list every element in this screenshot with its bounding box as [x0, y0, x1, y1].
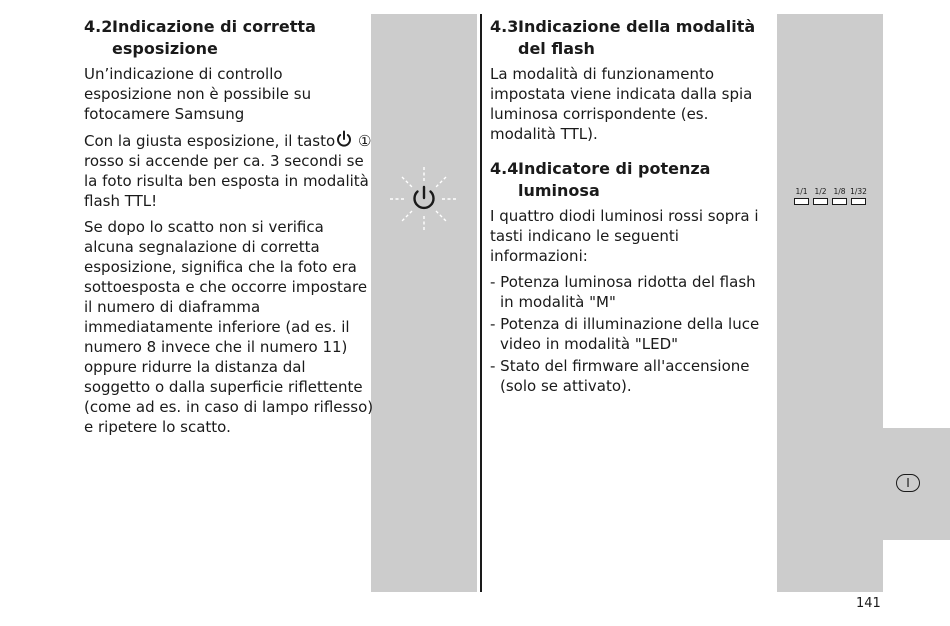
led-4	[851, 187, 866, 205]
list-item: - Potenza luminosa ridotta del flash in modalità "M"	[490, 273, 756, 311]
led-box	[794, 198, 809, 205]
led-box	[851, 198, 866, 205]
paragraph-correct-exposure	[84, 130, 374, 211]
reference-number: ①	[357, 132, 372, 150]
section-title: Indicatore di potenza luminosa	[518, 159, 711, 200]
led-3	[832, 187, 847, 205]
paragraph-no-signal: Se dopo lo scatto non si verifica alcuna segnalazione di corretta esposizione, significa che la foto era sottoesposta e che occorre impostare il numero di diaframma immediatamente inferiore (ad es. il numero 8 invece che il numero 11) oppure ridurre la distanza dal soggetto o dalla superficie riflettente (come ad es. in caso di lampo riflesso) e ripetere lo scatto.	[84, 218, 374, 436]
section-heading-4-2	[84, 16, 374, 60]
section-heading-4-3	[490, 16, 774, 60]
language-badge: I	[896, 474, 920, 492]
led-label: 1/32	[850, 187, 867, 196]
power-icon	[335, 130, 353, 148]
section-heading-4-4	[490, 158, 774, 202]
led-box	[832, 198, 847, 205]
paragraph-led-intro: I quattro diodi luminosi rossi sopra i tasti indicano le seguenti informazioni:	[490, 207, 759, 265]
led-label: 1/8	[833, 187, 846, 196]
led-label: 1/2	[814, 187, 827, 196]
column-divider	[480, 14, 482, 592]
section-number: 4.4	[490, 159, 519, 178]
paragraph-flash-mode: La modalità di funzionamento impostata viene indicata dalla spia luminosa corrispondente (es. modalità TTL).	[490, 65, 753, 143]
right-illustration-panel	[777, 14, 883, 592]
left-column	[84, 16, 374, 443]
led-label: 1/1	[795, 187, 808, 196]
paragraph-samsung: Un’indicazione di controllo esposizione non è possibile su fotocamere Samsung	[84, 65, 312, 123]
paragraph-text: Con la giusta esposizione, il tasto	[84, 132, 336, 150]
section-number: 4.3	[490, 17, 519, 36]
section-title: Indicazione di corretta esposizione	[112, 17, 316, 58]
page-number: 141	[856, 596, 881, 611]
led-1	[794, 187, 809, 205]
list-item: - Potenza di illuminazione della luce video in modalità "LED"	[490, 315, 760, 353]
list-item: - Stato del firmware all'accensione (solo se attivato).	[490, 357, 750, 395]
section-number: 4.2	[84, 17, 113, 36]
led-2	[813, 187, 828, 205]
paragraph-text: rosso si accende per ca. 3 secondi se la foto risulta ben esposta in modalità flash TTL!	[84, 152, 369, 210]
right-column	[490, 16, 774, 398]
led-box	[813, 198, 828, 205]
section-title: Indicazione della modalità del flash	[518, 17, 756, 58]
power-button-blinking-icon	[388, 164, 460, 234]
left-illustration-panel	[371, 14, 477, 592]
led-indicator-icon	[794, 187, 866, 205]
